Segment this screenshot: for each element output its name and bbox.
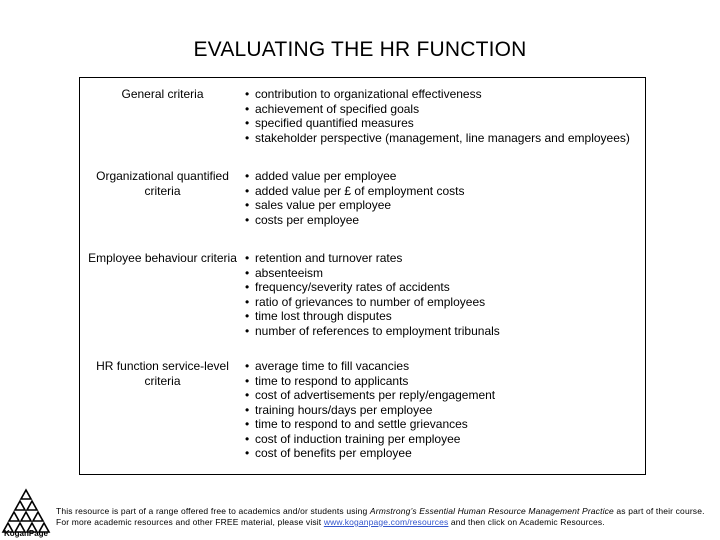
criteria-bullet-list (245, 359, 495, 461)
list-item: • cost of benefits per employee (245, 446, 495, 461)
footer-line-2: For more academic resources and other FREE material, please visit www.koganpage.com/resources and then click on Academic Resources. (56, 517, 605, 527)
list-item: • cost of advertisements per reply/engagement (245, 388, 495, 403)
list-item: • added value per employee (245, 169, 464, 184)
criteria-label: General criteria (121, 87, 204, 101)
logo-wordmark: KoganPage (3, 529, 48, 538)
list-item: • ratio of grievances to number of employees (245, 295, 500, 310)
list-item: • added value per £ of employment costs (245, 184, 464, 199)
footer-note (56, 506, 720, 528)
footer-line-1: This resource is part of a range offered free to academics and/or students using Armstrong’s Essential Human Resource Management Practice as part of their course. (56, 506, 705, 516)
list-item: • cost of induction training per employee (245, 432, 495, 447)
list-item: • retention and turnover rates (245, 251, 500, 266)
list-item: • number of references to employment tribunals (245, 324, 500, 339)
criteria-label: Organizational quantified criteria (96, 169, 229, 198)
list-item: • achievement of specified goals (245, 102, 630, 117)
criteria-bullet-list (245, 251, 500, 338)
list-item: • time to respond to and settle grievances (245, 417, 495, 432)
criteria-bullet-list (245, 87, 630, 145)
page-title: EVALUATING THE HR FUNCTION (193, 38, 527, 61)
list-item: • absenteeism (245, 266, 500, 281)
list-item: • costs per employee (245, 213, 464, 228)
list-item: • stakeholder perspective (management, line managers and employees) (245, 131, 630, 146)
book-title: Armstrong’s Essential Human Resource Management Practice (369, 506, 614, 516)
list-item: • time to respond to applicants (245, 374, 495, 389)
list-item: • frequency/severity rates of accidents (245, 280, 500, 295)
criteria-label: HR function service-level criteria (96, 359, 229, 388)
list-item: • specified quantified measures (245, 116, 630, 131)
list-item: • contribution to organizational effectiveness (245, 87, 630, 102)
resources-link[interactable]: www.koganpage.com/resources (323, 517, 449, 527)
criteria-label: Employee behaviour criteria (88, 251, 237, 265)
criteria-table (79, 77, 646, 475)
list-item: • average time to fill vacancies (245, 359, 495, 374)
list-item: • time lost through disputes (245, 309, 500, 324)
list-item: • training hours/days per employee (245, 403, 495, 418)
list-item: • sales value per employee (245, 198, 464, 213)
criteria-bullet-list (245, 169, 464, 227)
